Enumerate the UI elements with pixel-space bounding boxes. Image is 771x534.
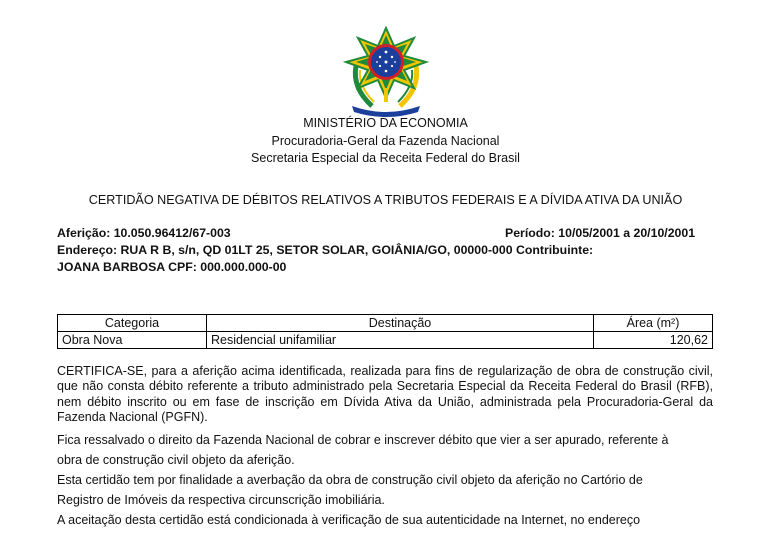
cell-categoria: Obra Nova <box>58 332 207 349</box>
categoria-table <box>57 314 713 349</box>
secretaria-name: Secretaria Especial da Receita Federal do Brasil <box>251 151 520 165</box>
ressalva-line-2: obra de construção civil objeto da aferição. <box>57 453 295 467</box>
cell-area: 120,62 <box>594 332 713 349</box>
periodo: Período: 10/05/2001 a 20/10/2001 <box>505 226 696 240</box>
finalidade-line-1: Esta certidão tem por finalidade a averbação da obra de construção civil objeto da aferição no Cartório de <box>57 473 643 487</box>
finalidade-line-2: Registro de Imóveis da respectiva circunscrição imobiliária. <box>57 493 385 507</box>
ressalva-line-1: Fica ressalvado o direito da Fazenda Nacional de cobrar e inscrever débito que vier a ser apurado, referente à <box>57 433 669 447</box>
cell-destinacao: Residencial unifamiliar <box>207 332 594 349</box>
endereco-line-2: JOANA BARBOSA CPF: 000.000.000-00 <box>57 260 287 274</box>
procuradoria-name: Procuradoria-Geral da Fazenda Nacional <box>271 134 500 148</box>
certifica-paragraph: CERTIFICA-SE, para a aferição acima identificada, realizada para fins de regularização de obra de construção civil, que não consta débito referente a tributo administrado pela Secretaria Especial da Receita Federal do Brasil (RFB), nem débito inscrito ou em fase de inscrição em Dívida Ativa da União, administrada pela Procuradoria-Geral da Fazenda Nacional (PGFN). <box>57 364 713 424</box>
endereco-line-1: Endereço: RUA R B, s/n, QD 01LT 25, SETOR SOLAR, GOIÂNIA/GO, 00000-000 Contribuinte: <box>57 243 594 257</box>
table-row <box>58 332 713 349</box>
header-area: Área (m²) <box>594 315 713 332</box>
ministry-name: MINISTÉRIO DA ECONOMIA <box>303 116 468 130</box>
certificate-title: CERTIDÃO NEGATIVA DE DÉBITOS RELATIVOS A TRIBUTOS FEDERAIS E A DÍVIDA ATIVA DA UNIÃO <box>88 193 683 207</box>
coat-of-arms-emblem <box>342 26 430 118</box>
sword-hilt <box>384 88 388 102</box>
aceitacao-line-1: A aceitação desta certidão está condicionada à verificação de sua autenticidade na Internet, no endereço <box>57 513 641 527</box>
table-header-row <box>58 315 713 332</box>
afericao-number: Aferição: 10.050.96412/67-003 <box>57 226 231 240</box>
header-destinacao: Destinação <box>207 315 594 332</box>
header-categoria: Categoria <box>58 315 207 332</box>
